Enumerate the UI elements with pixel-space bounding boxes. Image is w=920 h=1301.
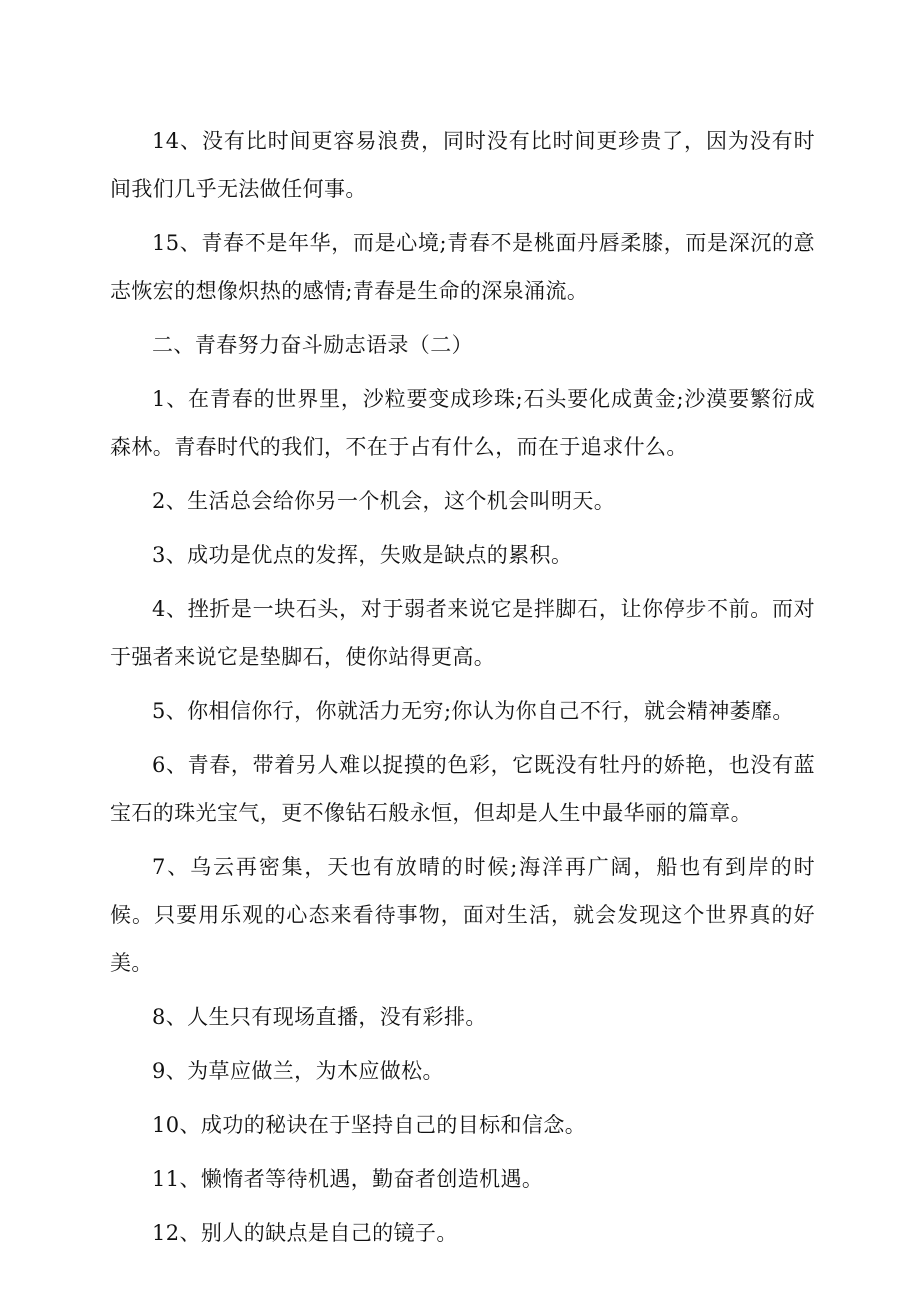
quote-paragraph-15: 15、青春不是年华，而是心境;青春不是桃面丹唇柔膝，而是深沉的意志恢宏的想像炽热的感情;青春是生命的深泉涌流。 [110, 231, 815, 303]
quote-paragraph-6: 6、青春，带着另人难以捉摸的色彩，它既没有牡丹的娇艳，也没有蓝宝石的珠光宝气，更不像钻石般永恒，但却是人生中最华丽的篇章。 [110, 753, 815, 825]
quote-paragraph-1: 1、在青春的世界里，沙粒要变成珍珠;石头要化成黄金;沙漠要繁衍成森林。青春时代的我们，不在于占有什么，而在于追求什么。 [110, 387, 815, 459]
quote-paragraph-8: 8、人生只有现场直播，没有彩排。 [152, 1005, 487, 1029]
quote-paragraph-14: 14、没有比时间更容易浪费，同时没有比时间更珍贵了，因为没有时间我们几乎无法做任何事。 [110, 129, 815, 201]
quote-paragraph-2: 2、生活总会给你另一个机会，这个机会叫明天。 [152, 489, 616, 513]
quote-paragraph-5: 5、你相信你行，你就活力无穷;你认为你自己不行，就会精神萎靡。 [152, 699, 794, 723]
quote-paragraph-12: 12、别人的缺点是自己的镜子。 [152, 1221, 458, 1245]
quote-paragraph-9: 9、为草应做兰，为木应做松。 [152, 1059, 444, 1083]
section-heading: 二、青春努力奋斗励志语录（二） [152, 333, 473, 357]
quote-paragraph-4: 4、挫折是一块石头，对于弱者来说它是拌脚石，让你停步不前。而对于强者来说它是垫脚石，使你站得更高。 [110, 597, 815, 669]
document-body [110, 117, 815, 1263]
quote-paragraph-10: 10、成功的秘诀在于坚持自己的目标和信念。 [152, 1113, 587, 1137]
quote-paragraph-11: 11、懒惰者等待机遇，勤奋者创造机遇。 [152, 1167, 544, 1191]
quote-paragraph-3: 3、成功是优点的发挥，失败是缺点的累积。 [152, 543, 573, 567]
quote-paragraph-7: 7、乌云再密集，天也有放晴的时候;海洋再广阔，船也有到岸的时候。只要用乐观的心态来看待事物，面对生活，就会发现这个世界真的好美。 [110, 855, 815, 975]
